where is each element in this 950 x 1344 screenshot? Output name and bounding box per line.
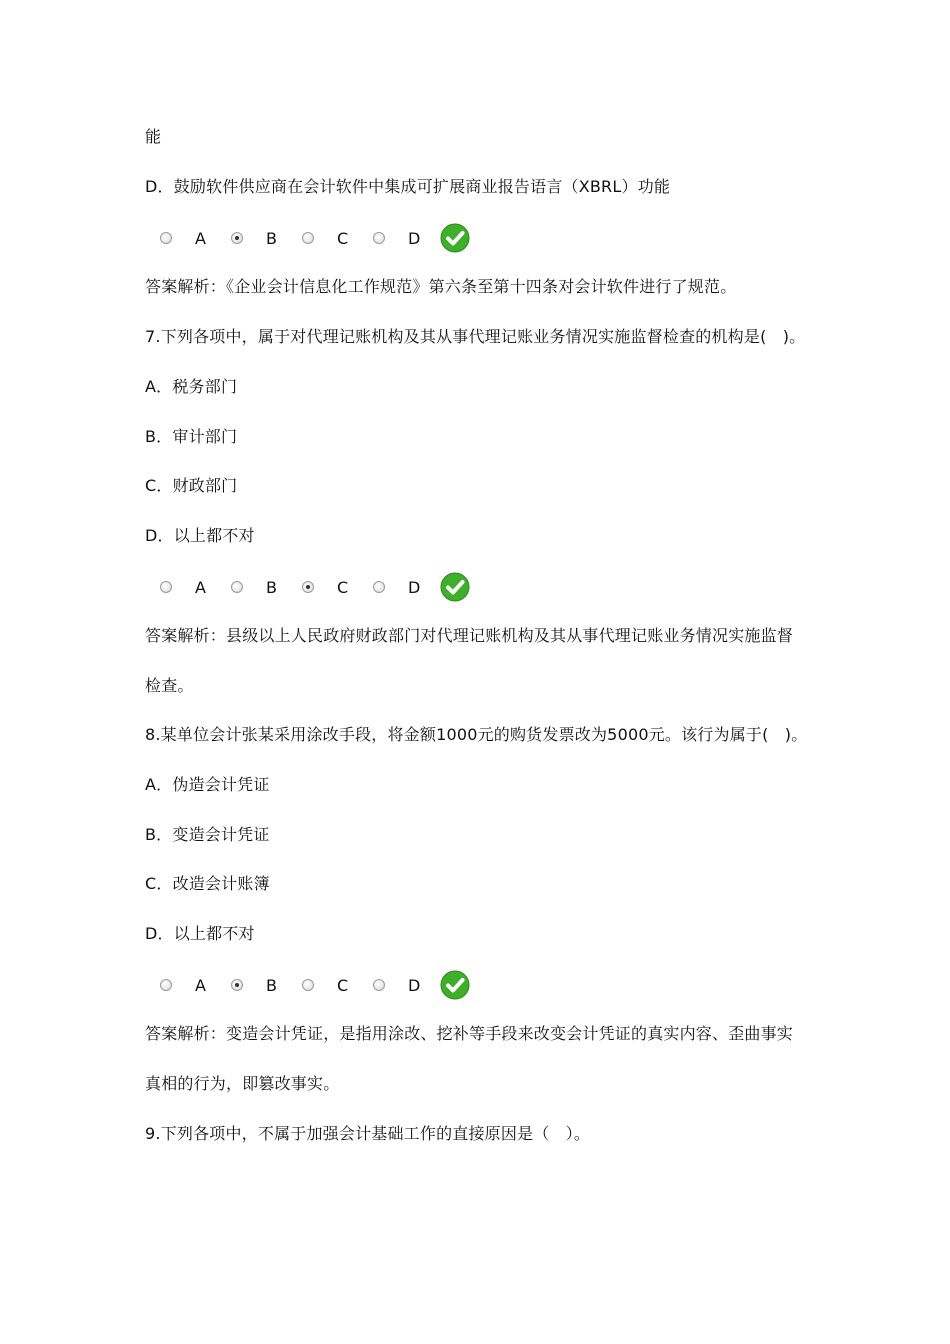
q8-answer-row	[160, 970, 470, 1000]
check-circle-icon	[440, 223, 470, 253]
q6-answer-row	[160, 223, 470, 253]
q6-radio-c[interactable]	[302, 232, 314, 244]
q6-option-d: D．鼓励软件供应商在会计软件中集成可扩展商业报告语言（XBRL）功能	[145, 177, 671, 196]
q6-radio-d-label: D	[408, 228, 421, 248]
q7-radio-a[interactable]	[160, 581, 172, 593]
q7-answer-row	[160, 572, 470, 602]
line-0: 能	[145, 127, 162, 146]
q7-radio-b-label: B	[266, 577, 277, 597]
q8-radio-b-label: B	[266, 975, 277, 995]
q7-question: 7.下列各项中，属于对代理记账机构及其从事代理记账业务情况实施监督检查的机构是( )。	[145, 327, 806, 346]
q7-radio-a-label: A	[195, 577, 206, 597]
check-circle-icon	[440, 572, 470, 602]
q7-radio-c[interactable]	[302, 581, 314, 593]
q7-explanation: 答案解析：县级以上人民政府财政部门对代理记账机构及其从事代理记账业务情况实施监督	[145, 626, 794, 645]
q7-radio-d[interactable]	[373, 581, 385, 593]
q7-option-c: C．财政部门	[145, 476, 238, 495]
q8-radio-a[interactable]	[160, 979, 172, 991]
q6-radio-d[interactable]	[373, 232, 385, 244]
q8-radio-d-label: D	[408, 975, 421, 995]
q8-question: 8.某单位会计张某采用涂改手段，将金额1000元的购货发票改为5000元。该行为属于( )。	[145, 725, 808, 744]
q8-option-d: D．以上都不对	[145, 924, 255, 943]
q8-radio-c-label: C	[337, 975, 349, 995]
q7-option-a: A．税务部门	[145, 377, 238, 396]
q8-option-c: C．改造会计账簿	[145, 874, 270, 893]
q7-explanation-cont: 检查。	[145, 676, 194, 695]
q7-radio-d-label: D	[408, 577, 421, 597]
q8-radio-d[interactable]	[373, 979, 385, 991]
q8-radio-a-label: A	[195, 975, 206, 995]
q6-radio-b[interactable]	[231, 232, 243, 244]
q8-explanation: 答案解析：变造会计凭证，是指用涂改、挖补等手段来改变会计凭证的真实内容、歪曲事实	[145, 1024, 794, 1043]
q8-option-b: B．变造会计凭证	[145, 825, 270, 844]
q6-radio-a[interactable]	[160, 232, 172, 244]
q6-radio-c-label: C	[337, 228, 349, 248]
q6-explanation: 答案解析：《企业会计信息化工作规范》第六条至第十四条对会计软件进行了规范。	[145, 277, 737, 296]
q8-explanation-cont: 真相的行为，即篡改事实。	[145, 1074, 340, 1093]
q8-radio-b[interactable]	[231, 979, 243, 991]
q8-radio-c[interactable]	[302, 979, 314, 991]
q8-option-a: A．伪造会计凭证	[145, 775, 270, 794]
q9-question: 9.下列各项中，不属于加强会计基础工作的直接原因是（ ）。	[145, 1124, 591, 1143]
q7-radio-b[interactable]	[231, 581, 243, 593]
q6-radio-a-label: A	[195, 228, 206, 248]
q7-option-d: D．以上都不对	[145, 526, 255, 545]
q7-option-b: B．审计部门	[145, 427, 238, 446]
q7-radio-c-label: C	[337, 577, 349, 597]
check-circle-icon	[440, 970, 470, 1000]
q6-radio-b-label: B	[266, 228, 277, 248]
